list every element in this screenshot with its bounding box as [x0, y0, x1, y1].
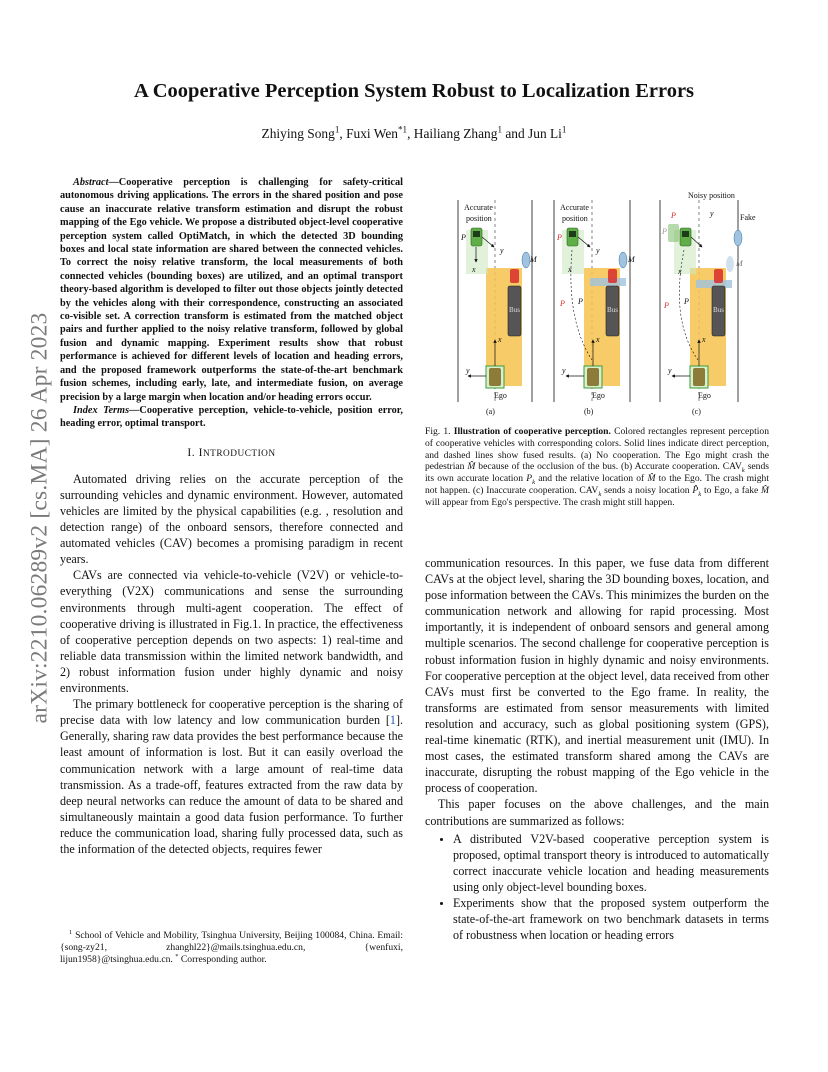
svg-text:M: M [628, 255, 635, 264]
arxiv-watermark [18, 278, 62, 758]
right-column [425, 555, 769, 943]
svg-text:x: x [702, 335, 706, 344]
svg-text:x: x [498, 335, 502, 344]
svg-text:Accurate: Accurate [560, 203, 589, 212]
abstract [60, 176, 403, 431]
svg-text:P: P [662, 227, 667, 236]
svg-text:x: x [678, 267, 682, 276]
figure-1-illustration [428, 190, 768, 418]
panel-a [458, 200, 538, 416]
svg-text:Ego: Ego [698, 391, 711, 400]
svg-text:P: P [578, 297, 583, 306]
svg-text:position: position [562, 214, 588, 223]
svg-text:x: x [568, 265, 572, 274]
svg-text:Ego: Ego [494, 391, 507, 400]
svg-text:y: y [596, 246, 600, 255]
intro-paragraph-5: This paper focuses on the above challenges, and the main contributions are summarized as follows: [425, 797, 769, 828]
svg-text:P: P [557, 233, 562, 242]
svg-text:y: y [500, 246, 504, 255]
svg-text:y: y [668, 366, 672, 375]
svg-text:Accurate: Accurate [464, 203, 493, 212]
author-name: Fuxi Wen [346, 126, 398, 141]
svg-text:Fake: Fake [740, 213, 756, 222]
svg-text:position: position [466, 214, 492, 223]
contribution-item: • A distributed V2V-based cooperative perception system is proposed, optimal transport theory is introduced to automatically correct inaccurate vehicle location and heading measurements using only object-level bounding boxes. [453, 831, 769, 895]
author-name: Zhiying Song [261, 126, 335, 141]
panel-c-label: (c) [692, 407, 701, 416]
left-column [60, 176, 403, 857]
svg-text:y: y [562, 366, 566, 375]
paper-title: A Cooperative Perception System Robust to Localization Errors [133, 80, 695, 102]
arxiv-watermark-text: arXiv:2210.06289v2 [cs.MA] 26 Apr 2023 [26, 312, 53, 724]
svg-text:y: y [710, 209, 714, 218]
svg-text:P: P [671, 211, 676, 220]
footnote: $^1$ School of Vehicle and Mobility, Tsinghua University, Beijing 100084, China. Email: {song-zy21, zhanghl22}@mails.tsinghua.edu.cn, {wenfuxi, lijun1958}@tsinghua.edu.cn. * Corresponding author. [60, 928, 403, 966]
intro-paragraph-1: Automated driving relies on the accurate perception of the surrounding vehicles and dynamic environment. However, automated vehicles are limited by the physical capabilities (e.g. , resolution and detection range) of the onboard sensors, therefore connected and automated vehicles (CAV) becomes a promising paradigm in recent years. [60, 471, 403, 567]
svg-text:Bus: Bus [509, 306, 520, 314]
index-terms-label: Index Terms [73, 404, 130, 416]
abstract-text: —Cooperative perception is challenging for safety-critical autonomous driving applications. The errors in the shared position and pose cause an inaccurate relative transform estimation and disrupt the robust mapping of the Ego vehicle. We propose a distributed object-level cooperative perception system called OptiMatch, in which the detected 3D bounding boxes and local state information are shared between the connected vehicles. To correct the noisy relative transform, the local measurements of both connected vehicles (bounding boxes) are utilized, and an optimal transport theory-based algorithm is developed to filter out those objects jointly detected by the vehicles along with their correspondence, constructing an associated co-visible set. A correction transform is estimated from the matched object pairs and further applied to the noisy relative transform, followed by global fusion and dynamic mapping. Experiment results show that robust performance is achieved for different levels of location and heading errors, and the proposed framework outperforms the state-of-the-art benchmark fusion schemes, including early, late, and intermediate fusion, on average precision by a large margin when location and/or heading errors occur. [60, 177, 403, 403]
panel-b-label: (b) [584, 407, 594, 416]
author-name: Hailiang Zhang [413, 126, 498, 141]
svg-text:y: y [466, 366, 470, 375]
contribution-item: • Experiments show that the proposed system outperform the state-of-the-art framework on two benchmark datasets in terms of robustness when location or heading errors [453, 895, 769, 943]
index-terms-text: —Cooperative perception, vehicle-to-vehicle, position error, heading error, optimal transport. [60, 404, 403, 430]
abstract-label: Abstract [73, 177, 109, 188]
panel-c [660, 191, 756, 416]
svg-text:M: M [736, 259, 743, 268]
svg-text:P: P [664, 301, 669, 310]
intro-paragraph-2: CAVs are connected via vehicle-to-vehicle (V2V) or vehicle-to-everything (V2X) communications and sense the surrounding environments through multi-agent cooperation. The effect of cooperative driving is illustrated in Fig.1. In practice, the effectiveness of cooperative perception depends on two aspects: 1) real-time and reliable data transmission within the limited network bandwidth, and 2) robust information fusion under highly dynamic and noisy environments. [60, 568, 403, 696]
section-heading: I. INTRODUCTION [187, 445, 276, 459]
svg-text:x: x [472, 265, 476, 274]
svg-text:Bus: Bus [607, 306, 618, 314]
contribution-list [425, 831, 769, 944]
intro-paragraph-3: The primary bottleneck for cooperative perception is the sharing of precise data with low latency and low communication burden [1]. Generally, sharing raw data provides the best performance because the least amount of information is lost. But it can easily overload the communication network with a large amount of real-time data transmission. As a trade-off, features extracted from the raw data by deep neural networks can reduce the amount of data to be shared and simultaneously maintain a good data fusion performance. To further reduce the communication load, sharing fully processed data, such as the information of the detected objects, requires fewer [60, 697, 403, 856]
figure-caption: Fig. 1. Illustration of cooperative perception. Colored rectangles represent perception of cooperative vehicles with corresponding colors. Solid lines indicate direct perception, and dashed lines show fused results. (a) No cooperation. The Ego might crash the pedestrian M̂ because of the occlusion of the bus. (b) Accurate cooperation. $CAV_k$ sends its own accurate location $P_k$ and the relative location of M̂ to the Ego. The crash might not happen. (c) Inaccurate cooperation. $CAV_k$ sends a noisy location $P̂_k$ to Ego, a fake M̂ will appear from Ego's perspective. The crash might still happen. [425, 426, 770, 508]
svg-text:Noisy position: Noisy position [688, 191, 735, 200]
svg-text:M: M [530, 255, 537, 264]
author-list: Zhiying Song$^1$, Fuxi Wen$^{*1}$, Hailiang Zhang$^1$ and Jun Li$^1$ [261, 124, 567, 141]
panel-a-label: (a) [486, 407, 495, 416]
panel-b [554, 200, 636, 416]
svg-text:P: P [560, 299, 565, 308]
svg-text:Ego: Ego [592, 391, 605, 400]
svg-text:Bus: Bus [713, 306, 724, 314]
svg-text:P: P [461, 233, 466, 242]
svg-text:x: x [596, 335, 600, 344]
svg-text:P: P [684, 297, 689, 306]
author-name: Jun Li [528, 126, 562, 141]
intro-paragraph-4: communication resources. In this paper, we fuse data from different CAVs at the object level, sharing the 3D bounding boxes, location, and pose information between the CAVs. This minimizes the burden on the communication network and allowing for rapid processing. Most importantly, it is independent of onboard sensors and general among multiple scenarios. The second challenge for cooperative perception is robust information fusion in highly dynamic and noisy environments. For cooperative perception at the object level, data received from other CAVs must first be converted to the Ego frame. In reality, the transforms are estimated from sensor measurements with limited resolution and accuracy, such as global positioning system (GPS), real-time kinematic (RTK), and inertial measurement unit (IMU). In most cases, the estimated transform shared among the CAVs are inaccurate, disrupting the robust mapping of the Ego vehicle in the process of cooperation. [425, 556, 769, 796]
citation-link[interactable]: 1 [389, 713, 396, 728]
